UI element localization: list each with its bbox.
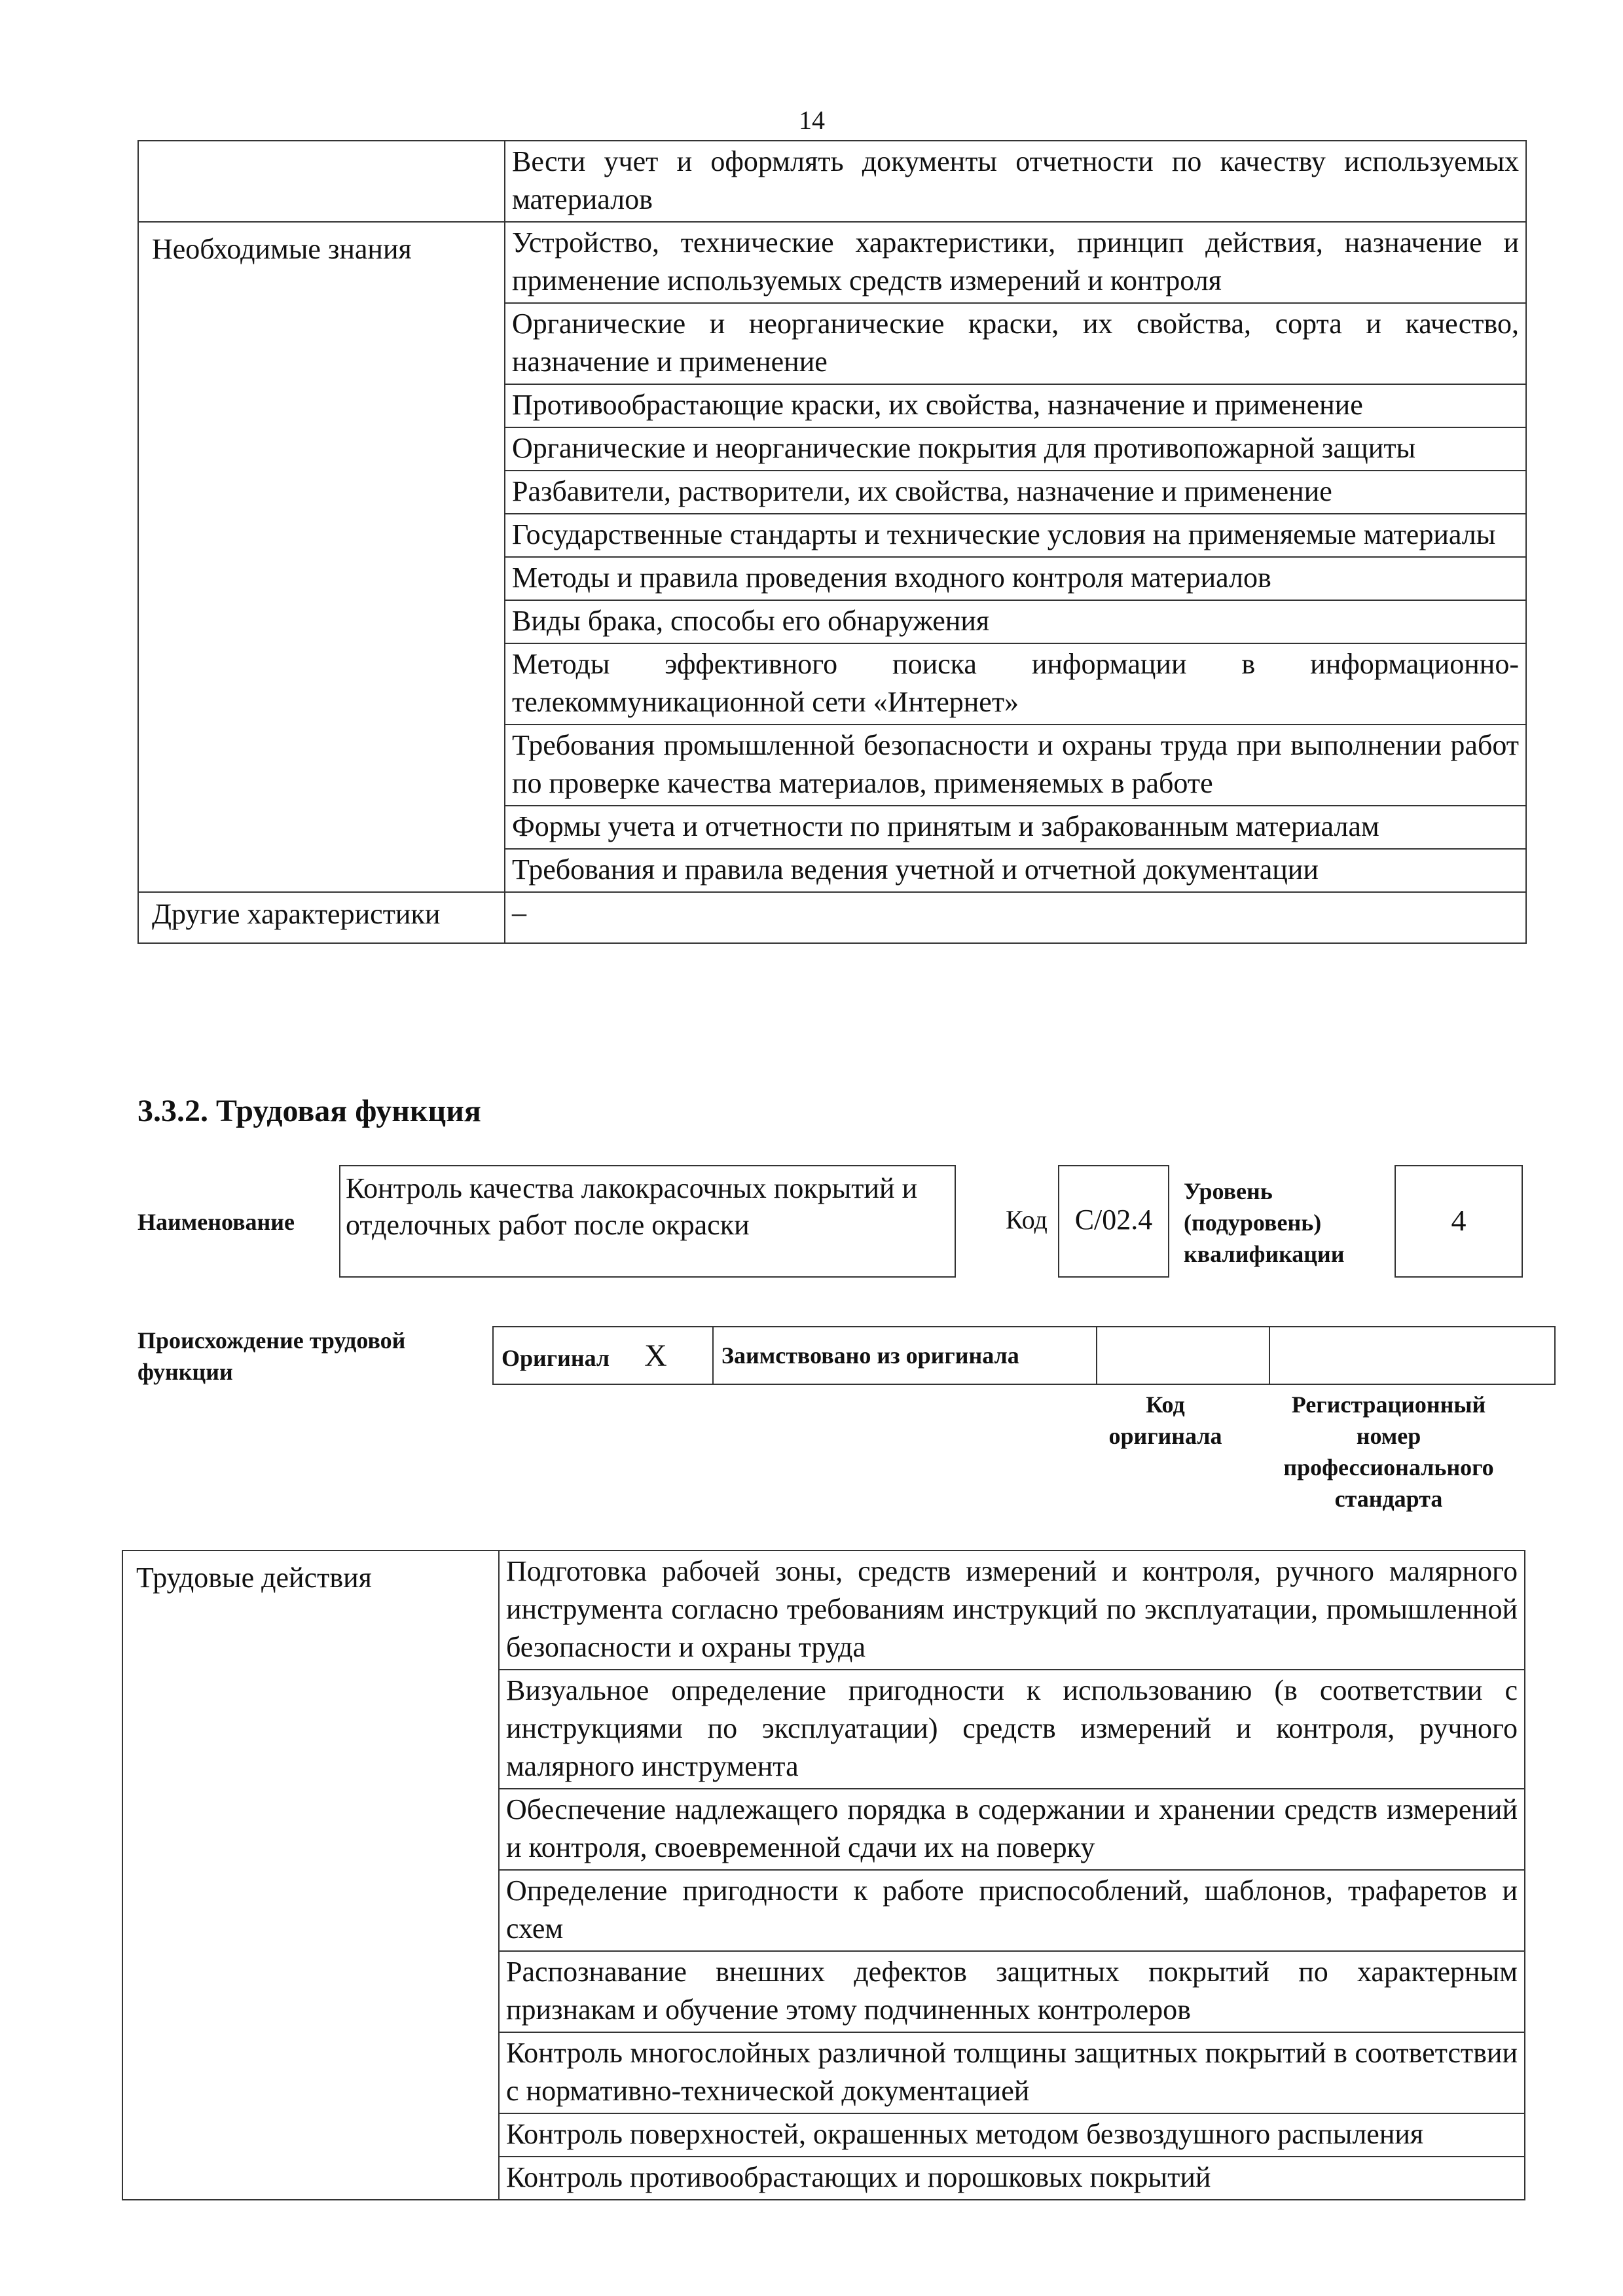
function-name-box: Контроль качества лакокрасочных покрытий и отделочных работ после окраски bbox=[339, 1165, 956, 1278]
knowledge-item: Формы учета и отчетности по принятым и забракованным материалам bbox=[505, 806, 1526, 849]
level-label-line: квалификации bbox=[1184, 1241, 1345, 1267]
knowledge-table bbox=[137, 140, 1527, 944]
original-mark: X bbox=[644, 1338, 667, 1373]
page-number: 14 bbox=[799, 105, 825, 135]
knowledge-item: Разбавители, растворители, их свойства, назначение и применение bbox=[505, 471, 1526, 514]
knowledge-item: Органические и неорганические покрытия для противопожарной защиты bbox=[505, 427, 1526, 471]
table-row bbox=[493, 1327, 1555, 1384]
knowledge-item: Противообрастающие краски, их свойства, назначение и применение bbox=[505, 384, 1526, 427]
code-label: Код bbox=[1006, 1205, 1048, 1234]
name-label: Наименование bbox=[137, 1209, 295, 1235]
origin-label-line: Происхождение трудовой bbox=[137, 1327, 406, 1354]
borrowed-label: Заимствовано из оригинала bbox=[713, 1327, 1097, 1384]
original-cell bbox=[493, 1327, 713, 1384]
table-row bbox=[138, 892, 1526, 943]
labor-action-item: Определение пригодности к работе приспособлений, шаблонов, трафаретов и схем bbox=[499, 1870, 1525, 1951]
empty-category-cell bbox=[138, 141, 505, 222]
original-label: Оригинал bbox=[501, 1344, 610, 1371]
table-row bbox=[138, 141, 1526, 222]
labor-action-item: Контроль противообрастающих и порошковых покрытий bbox=[499, 2157, 1525, 2200]
registration-number-cell bbox=[1269, 1327, 1555, 1384]
knowledge-item: Методы и правила проведения входного контроля материалов bbox=[505, 557, 1526, 600]
labor-actions-label: Трудовые действия bbox=[122, 1551, 499, 2200]
level-label-line: (подуровень) bbox=[1184, 1210, 1322, 1236]
caption-line: профессионального bbox=[1283, 1454, 1494, 1480]
caption-line: номер bbox=[1356, 1423, 1421, 1449]
labor-action-item: Контроль многослойных различной толщины защитных покрытий в соответствии с нормативно-технической документацией bbox=[499, 2032, 1525, 2113]
knowledge-item: Требования и правила ведения учетной и отчетной документации bbox=[505, 849, 1526, 892]
level-label bbox=[1184, 1175, 1345, 1270]
registration-number-caption bbox=[1254, 1389, 1523, 1515]
labor-action-item: Обеспечение надлежащего порядка в содержании и хранении средств измерений и контроля, своевременной сдачи их на поверку bbox=[499, 1789, 1525, 1870]
origin-label bbox=[137, 1325, 405, 1388]
original-code-cell bbox=[1097, 1327, 1269, 1384]
table-row bbox=[122, 1551, 1525, 1670]
origin-table bbox=[492, 1326, 1556, 1385]
labor-action-item: Визуальное определение пригодности к использованию (в соответствии с инструкциями по эксплуатации) средств измерений и контроля, ручного малярного инструмента bbox=[499, 1670, 1525, 1789]
knowledge-label: Необходимые знания bbox=[138, 222, 505, 892]
level-label-line: Уровень bbox=[1184, 1178, 1273, 1204]
caption-line: Код bbox=[1146, 1391, 1185, 1418]
caption-line: оригинала bbox=[1108, 1423, 1222, 1449]
labor-actions-table bbox=[122, 1550, 1525, 2200]
knowledge-item: Устройство, технические характеристики, принцип действия, назначение и применение используемых средств измерений и контроля bbox=[505, 222, 1526, 303]
labor-action-item: Контроль поверхностей, окрашенных методом безвоздушного распыления bbox=[499, 2113, 1525, 2157]
original-code-caption bbox=[1087, 1389, 1244, 1452]
other-characteristics-label: Другие характеристики bbox=[138, 892, 505, 943]
table-row bbox=[138, 222, 1526, 303]
level-value-box: 4 bbox=[1395, 1165, 1523, 1278]
knowledge-item: Государственные стандарты и технические условия на применяемые материалы bbox=[505, 514, 1526, 557]
knowledge-item: Методы эффективного поиска информации в информационно-телекоммуникационной сети «Интернет» bbox=[505, 643, 1526, 725]
labor-action-item: Подготовка рабочей зоны, средств измерений и контроля, ручного малярного инструмента согласно требованиям инструкций по эксплуатации, промышленной безопасности и охраны труда bbox=[499, 1551, 1525, 1670]
labor-action-item: Распознавание внешних дефектов защитных покрытий по характерным признакам и обучение этому подчиненных контролеров bbox=[499, 1951, 1525, 2032]
code-value-box: C/02.4 bbox=[1058, 1165, 1169, 1278]
knowledge-item: Органические и неорганические краски, их свойства, сорта и качество, назначение и применение bbox=[505, 303, 1526, 384]
knowledge-item: Виды брака, способы его обнаружения bbox=[505, 600, 1526, 643]
caption-line: Регистрационный bbox=[1291, 1391, 1486, 1418]
knowledge-item: Требования промышленной безопасности и охраны труда при выполнении работ по проверке качества материалов, применяемых в работе bbox=[505, 725, 1526, 806]
section-title: 3.3.2. Трудовая функция bbox=[137, 1094, 481, 1128]
caption-line: стандарта bbox=[1334, 1486, 1443, 1512]
skill-item: Вести учет и оформлять документы отчетности по качеству используемых материалов bbox=[505, 141, 1526, 222]
origin-label-line: функции bbox=[137, 1359, 233, 1385]
other-characteristics-value: – bbox=[505, 892, 1526, 943]
